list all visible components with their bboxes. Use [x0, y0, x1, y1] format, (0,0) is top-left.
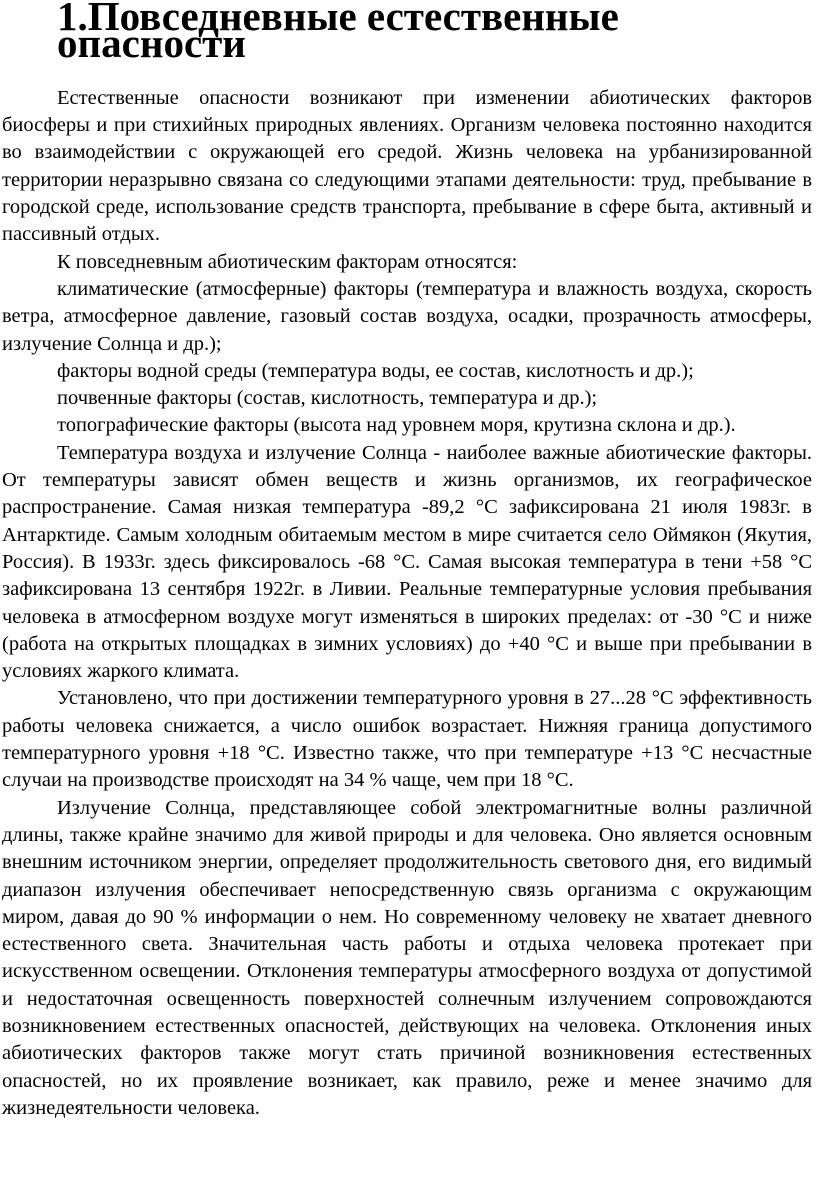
paragraph-water-factors: факторы водной среды (температура воды, ее состав, кислотность и др.); [57, 359, 694, 382]
paragraph-temperature: Температура воздуха и излучение Солнца - наиболее важные абиотические факторы. От температуры зависят обмен веществ и жизнь организмов, их географическое распространение. Самая низкая температура -89,2 °C зафиксирована 21 июля 1983г. в Антарктиде. Самым холодным обитаемым местом в мире считается село Оймякон (Якутия, Россия). В 1933г. здесь фиксировалось -68 °C. Самая высокая температура в тени +58 °C зафиксирована 13 сентября 1922г. в Ливии. Реальные температурные условия пребывания человека в атмосферном воздухе могут изменяться в широких пределах: от -30 °C и ниже (работа на открытых площадках в зимних условиях) до +40 °C и выше при пребывании в условиях жаркого климата. [2, 441, 812, 683]
paragraph-work-efficiency: Установлено, что при достижении температурного уровня в 27...28 °C эффективность работы человека снижается, а число ошибок возрастает. Нижняя граница допустимого температурного уровня +18 °C. Известно также, что при температуре +13 °C несчастные случаи на производстве происходят на 34 % чаще, чем при 18 °C. [2, 687, 812, 792]
document-heading: 1.Повседневные естественные опасности [57, 0, 619, 67]
paragraph-topographic-factors: топографические факторы (высота над уровнем моря, крутизна склона и др.). [57, 414, 736, 437]
paragraph-soil-factors: почвенные факторы (состав, кислотность, температура и др.); [57, 387, 598, 410]
paragraph-solar-radiation: Излучение Солнца, представляющее собой электромагнитные волны различной длины, также крайне значимо для живой природы и для человека. Оно является основным внешним источником энергии, определяет продолжительность светового дня, его видимый диапазон излучения обеспечивает непосредственную связь организма с окружающим миром, давая до 90 % информации о нем. Но современному человеку не хватает дневного естественного света. Значительная часть работы и отдыха человека протекает при искусственном освещении. Отклонения температуры атмосферного воздуха от допустимой и недостаточная освещенность поверхностей солнечным излучением сопровождаются возникновением естественных опасностей, действующих на человека. Отклонения иных абиотических факторов также могут стать причиной возникновения естественных опасностей, но их проявление возникает, как правило, реже и менее значимо для жизнедеятельности человека. [2, 796, 812, 1119]
paragraph-factors-lead: К повседневным абиотическим факторам относятся: [57, 250, 518, 273]
paragraph-intro: Естественные опасности возникают при изменении абиотических факторов биосферы и при стихийных природных явлениях. Организм человека постоянно находится во взаимодействии с окружающей его средой. Жизнь человека на урбанизированной территории неразрывно связана со следующими этапами деятельности: труд, пребывание в городской среде, использование средств транспорта, пребывание в сфере быта, активный и пассивный отдых. [2, 86, 812, 246]
paragraph-climatic-factors: климатические (атмосферные) факторы (температура и влажность воздуха, скорость ветра, атмосферное давление, газовый состав воздуха, осадки, прозрачность атмосферы, излучение Солнца и др.); [2, 277, 812, 355]
